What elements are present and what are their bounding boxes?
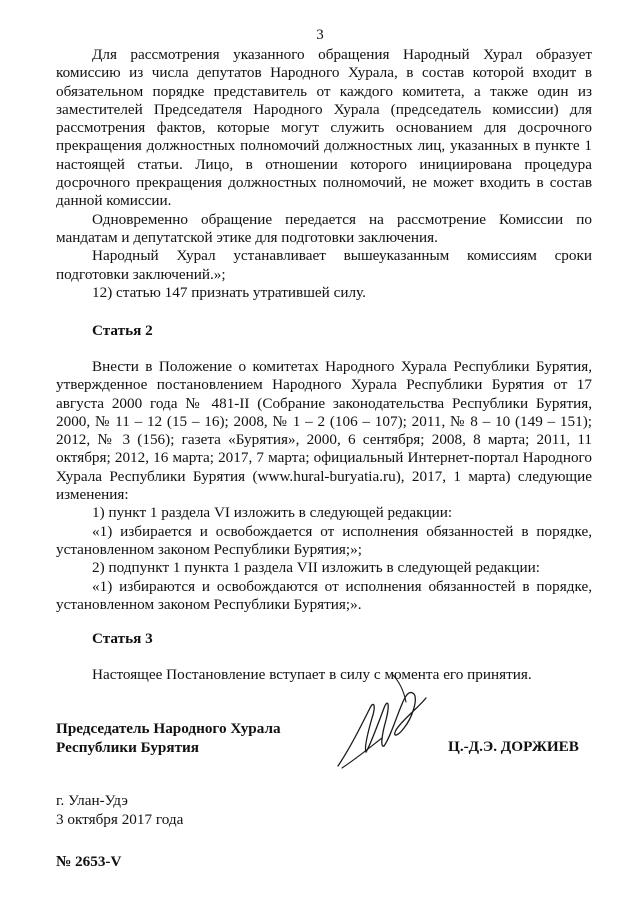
- paragraph: Внести в Положение о комитетах Народного Хурала Республики Бурятия, утвержденное постановлением Народного Хурала Республики Бурятия от 17 августа 2000 года № 481-II (Собрание законодательства Республики Бурятия, 2000, № 11 – 12 (15 – 16); 2008, № 1 – 2 (106 – 107); 2011, № 8 – 10 (149 – 151); 2012, № 3 (156); газета «Бурятия», 2000, 6 сентября; 2008, 8 марта; 2011, 11 октября; 2012, 16 марта; 2017, 7 марта; официальный Интернет-портал Народного Хурала Республики Бурятия (www.hural-buryatia.ru), 2017, 1 марта) следующие изменения:: [56, 358, 592, 504]
- handwritten-signature-icon: [330, 668, 440, 778]
- paragraph: 2) подпункт 1 пункта 1 раздела VII изложить в следующей редакции:: [92, 559, 540, 577]
- paragraph: 12) статью 147 признать утратившей силу.: [92, 283, 366, 301]
- signer-title-line: Республики Бурятия: [56, 739, 200, 756]
- article-3-heading: Статья 3: [92, 630, 153, 647]
- article-3-body: [56, 666, 592, 684]
- paragraph: Народный Хурал устанавливает вышеуказанным комиссиям сроки подготовки заключений.»;: [56, 247, 592, 283]
- signer-title: [56, 719, 281, 757]
- signer-name: Ц.-Д.Э. ДОРЖИЕВ: [448, 738, 579, 755]
- city: г. Улан-Удэ: [56, 792, 128, 809]
- article-2-body: [56, 358, 592, 614]
- paragraph: Для рассмотрения указанного обращения Народный Хурал образует комиссию из числа депутатов Народного Хурала, в состав которой входит в обязательном порядке представитель от каждого комитета, а также один из заместителей Председателя Народного Хурала (председатель комиссии) для рассмотрения фактов, которые могут служить основанием для досрочного прекращения должностных полномочий должностных лиц, указанных в пункте 1 настоящей статьи. Лицо, в отношении которого инициирована процедура досрочного прекращения должностных полномочий, не может входить в состав данной комиссии.: [56, 46, 592, 210]
- section-continuation: [56, 46, 592, 302]
- document-number: № 2653-V: [56, 853, 122, 870]
- page-number: 3: [316, 27, 324, 43]
- paragraph: Одновременно обращение передается на рассмотрение Комиссии по мандатам и депутатской этике для подготовки заключения.: [56, 210, 592, 246]
- paragraph: Настоящее Постановление вступает в силу с момента его принятия.: [92, 666, 532, 683]
- date: 3 октября 2017 года: [56, 810, 184, 828]
- paragraph: «1) избираются и освобождаются от исполнения обязанностей в порядке, установленном законом Республики Бурятия;».: [56, 577, 592, 613]
- paragraph: 1) пункт 1 раздела VI изложить в следующей редакции:: [92, 504, 453, 522]
- place-and-date: [56, 792, 183, 829]
- paragraph: «1) избирается и освобождается от исполнения обязанностей в порядке, установленном законом Республики Бурятия;»;: [56, 522, 592, 558]
- article-2-heading: Статья 2: [92, 322, 153, 339]
- signer-title-line: Председатель Народного Хурала: [56, 720, 281, 737]
